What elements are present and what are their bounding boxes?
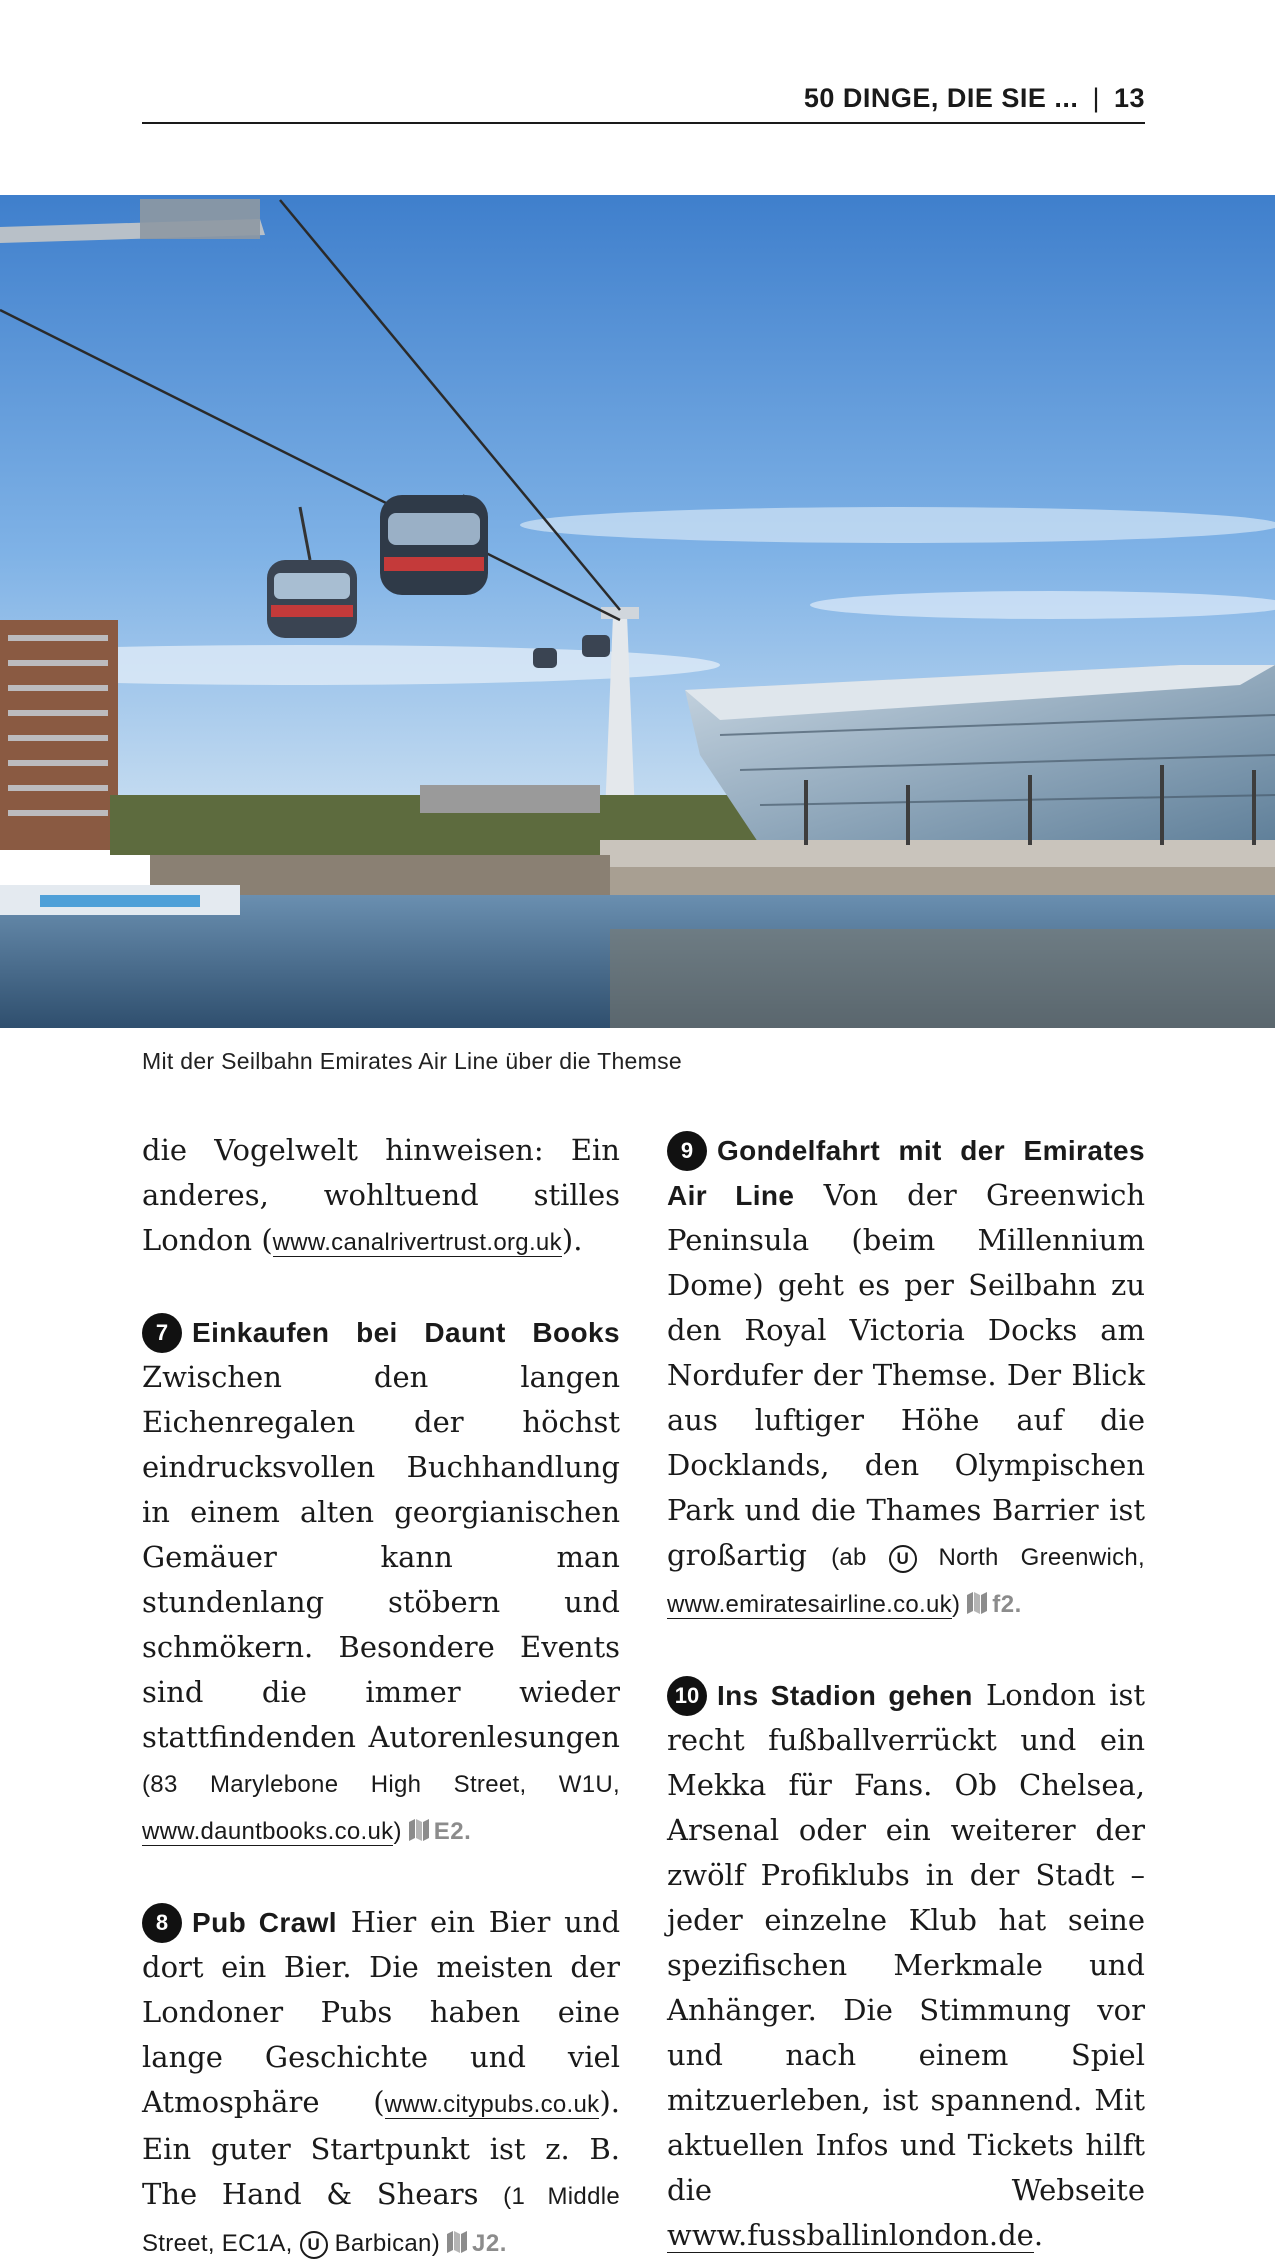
item-7-map-reference: E2. — [433, 1818, 472, 1845]
emiratesairline-link[interactable]: www.emiratesairline.co.uk — [667, 1591, 952, 1618]
item-10-paragraph — [667, 1673, 1145, 2258]
fussballinlondon-link[interactable]: www.fussballinlondon.de — [667, 2218, 1034, 2252]
item-9-number-badge: 9 — [667, 1131, 707, 1171]
item-9-address-end: ) — [951, 1591, 961, 1618]
item-10-number-badge: 10 — [667, 1676, 707, 1716]
item-7-paragraph — [142, 1310, 620, 1855]
canalrivertrust-link[interactable]: www.canalrivertrust.org.uk — [272, 1229, 562, 1256]
citypubs-link[interactable]: www.citypubs.co.uk — [384, 2091, 600, 2118]
continued-end: ). — [561, 1223, 583, 1257]
item-9-body: Von der Greenwich Peninsula (beim Millennium Dome) geht es per Seilbahn zu den Royal Victoria Docks am Nordufer der Themse. Der Blick aus luftiger Höhe auf die Docklands, den Olympischen Park und die Thames Barrier ist großartig — [667, 1178, 1145, 1572]
item-8-station: Barbican) — [327, 2230, 440, 2257]
ubahn-icon: U — [889, 1545, 917, 1573]
page-number: 13 — [1113, 82, 1145, 113]
item-8-number-badge: 8 — [142, 1903, 182, 1943]
right-column — [667, 1128, 1145, 2258]
item-9-station: North Greenwich, — [916, 1544, 1145, 1571]
item-9-address: (ab — [831, 1544, 889, 1571]
item-9-heading: Gondelfahrt mit der Emirates Air Line — [667, 1135, 1145, 1211]
item-7-address-end: ) — [393, 1818, 402, 1845]
item-8-body: Hier ein Bier und dort ein Bier. Die meisten der Londoner Pubs haben eine lange Geschichte und viel Atmosphäre ( — [142, 1905, 621, 2119]
item-7-heading: Einkaufen bei Daunt Books — [192, 1317, 620, 1348]
item-10-heading: Ins Stadion gehen — [717, 1680, 973, 1711]
item-9-paragraph — [667, 1128, 1145, 1628]
item-10-end: . — [1033, 2218, 1044, 2252]
item-8-body-2: ). Ein guter Startpunkt ist z. B. The Hand & Shears — [142, 2085, 620, 2211]
dauntbooks-link[interactable]: www.dauntbooks.co.uk — [142, 1818, 394, 1845]
map-icon — [408, 1810, 430, 1855]
ubahn-icon: U — [300, 2231, 328, 2259]
item-7-body: Zwischen den langen Eichenregalen der höchst eindrucksvollen Buchhandlung in einem alten georgianischen Gemäuer kann man stundenlang stöbern und schmökern. Besondere Events sind die immer wieder stattfindenden Autorenlesungen — [142, 1360, 620, 1754]
item-9-map-reference: f2. — [992, 1591, 1022, 1618]
item-8-heading: Pub Crawl — [192, 1907, 337, 1938]
item-8-address: (1 Middle Street, EC1A, — [142, 2183, 620, 2257]
continued-text: die Vogelwelt hinweisen: Ein anderes, wohltuend stilles London ( — [142, 1133, 620, 1257]
continued-paragraph — [142, 1128, 620, 1265]
header-separator: | — [1092, 82, 1100, 113]
item-8-paragraph — [142, 1900, 620, 2267]
item-7-number-badge: 7 — [142, 1313, 182, 1353]
map-icon — [966, 1583, 988, 1628]
running-header — [142, 78, 1145, 124]
item-10-body: London ist recht fußballverrückt und ein Mekka für Fans. Ob Chelsea, Arsenal oder ein weiterer der zwölf Profiklubs in der Stadt – jeder einzelne Klub hat seine spezifischen Merkmale und Anhänger. Die Stimmung vor und nach einem Spiel mitzuerleben, ist spannend. Mit aktuellen Infos und Tickets hilft die Webseite — [667, 1678, 1145, 2207]
cable-car-photo — [0, 195, 1275, 1028]
section-title: 50 DINGE, DIE SIE ... — [803, 82, 1079, 113]
item-8-map-reference: J2. — [472, 2230, 507, 2257]
photo-caption: Mit der Seilbahn Emirates Air Line über die Themse — [142, 1048, 683, 1074]
map-icon — [446, 2222, 468, 2267]
item-7-address: (83 Marylebone High Street, W1U, — [142, 1771, 620, 1798]
left-column — [142, 1128, 620, 2267]
